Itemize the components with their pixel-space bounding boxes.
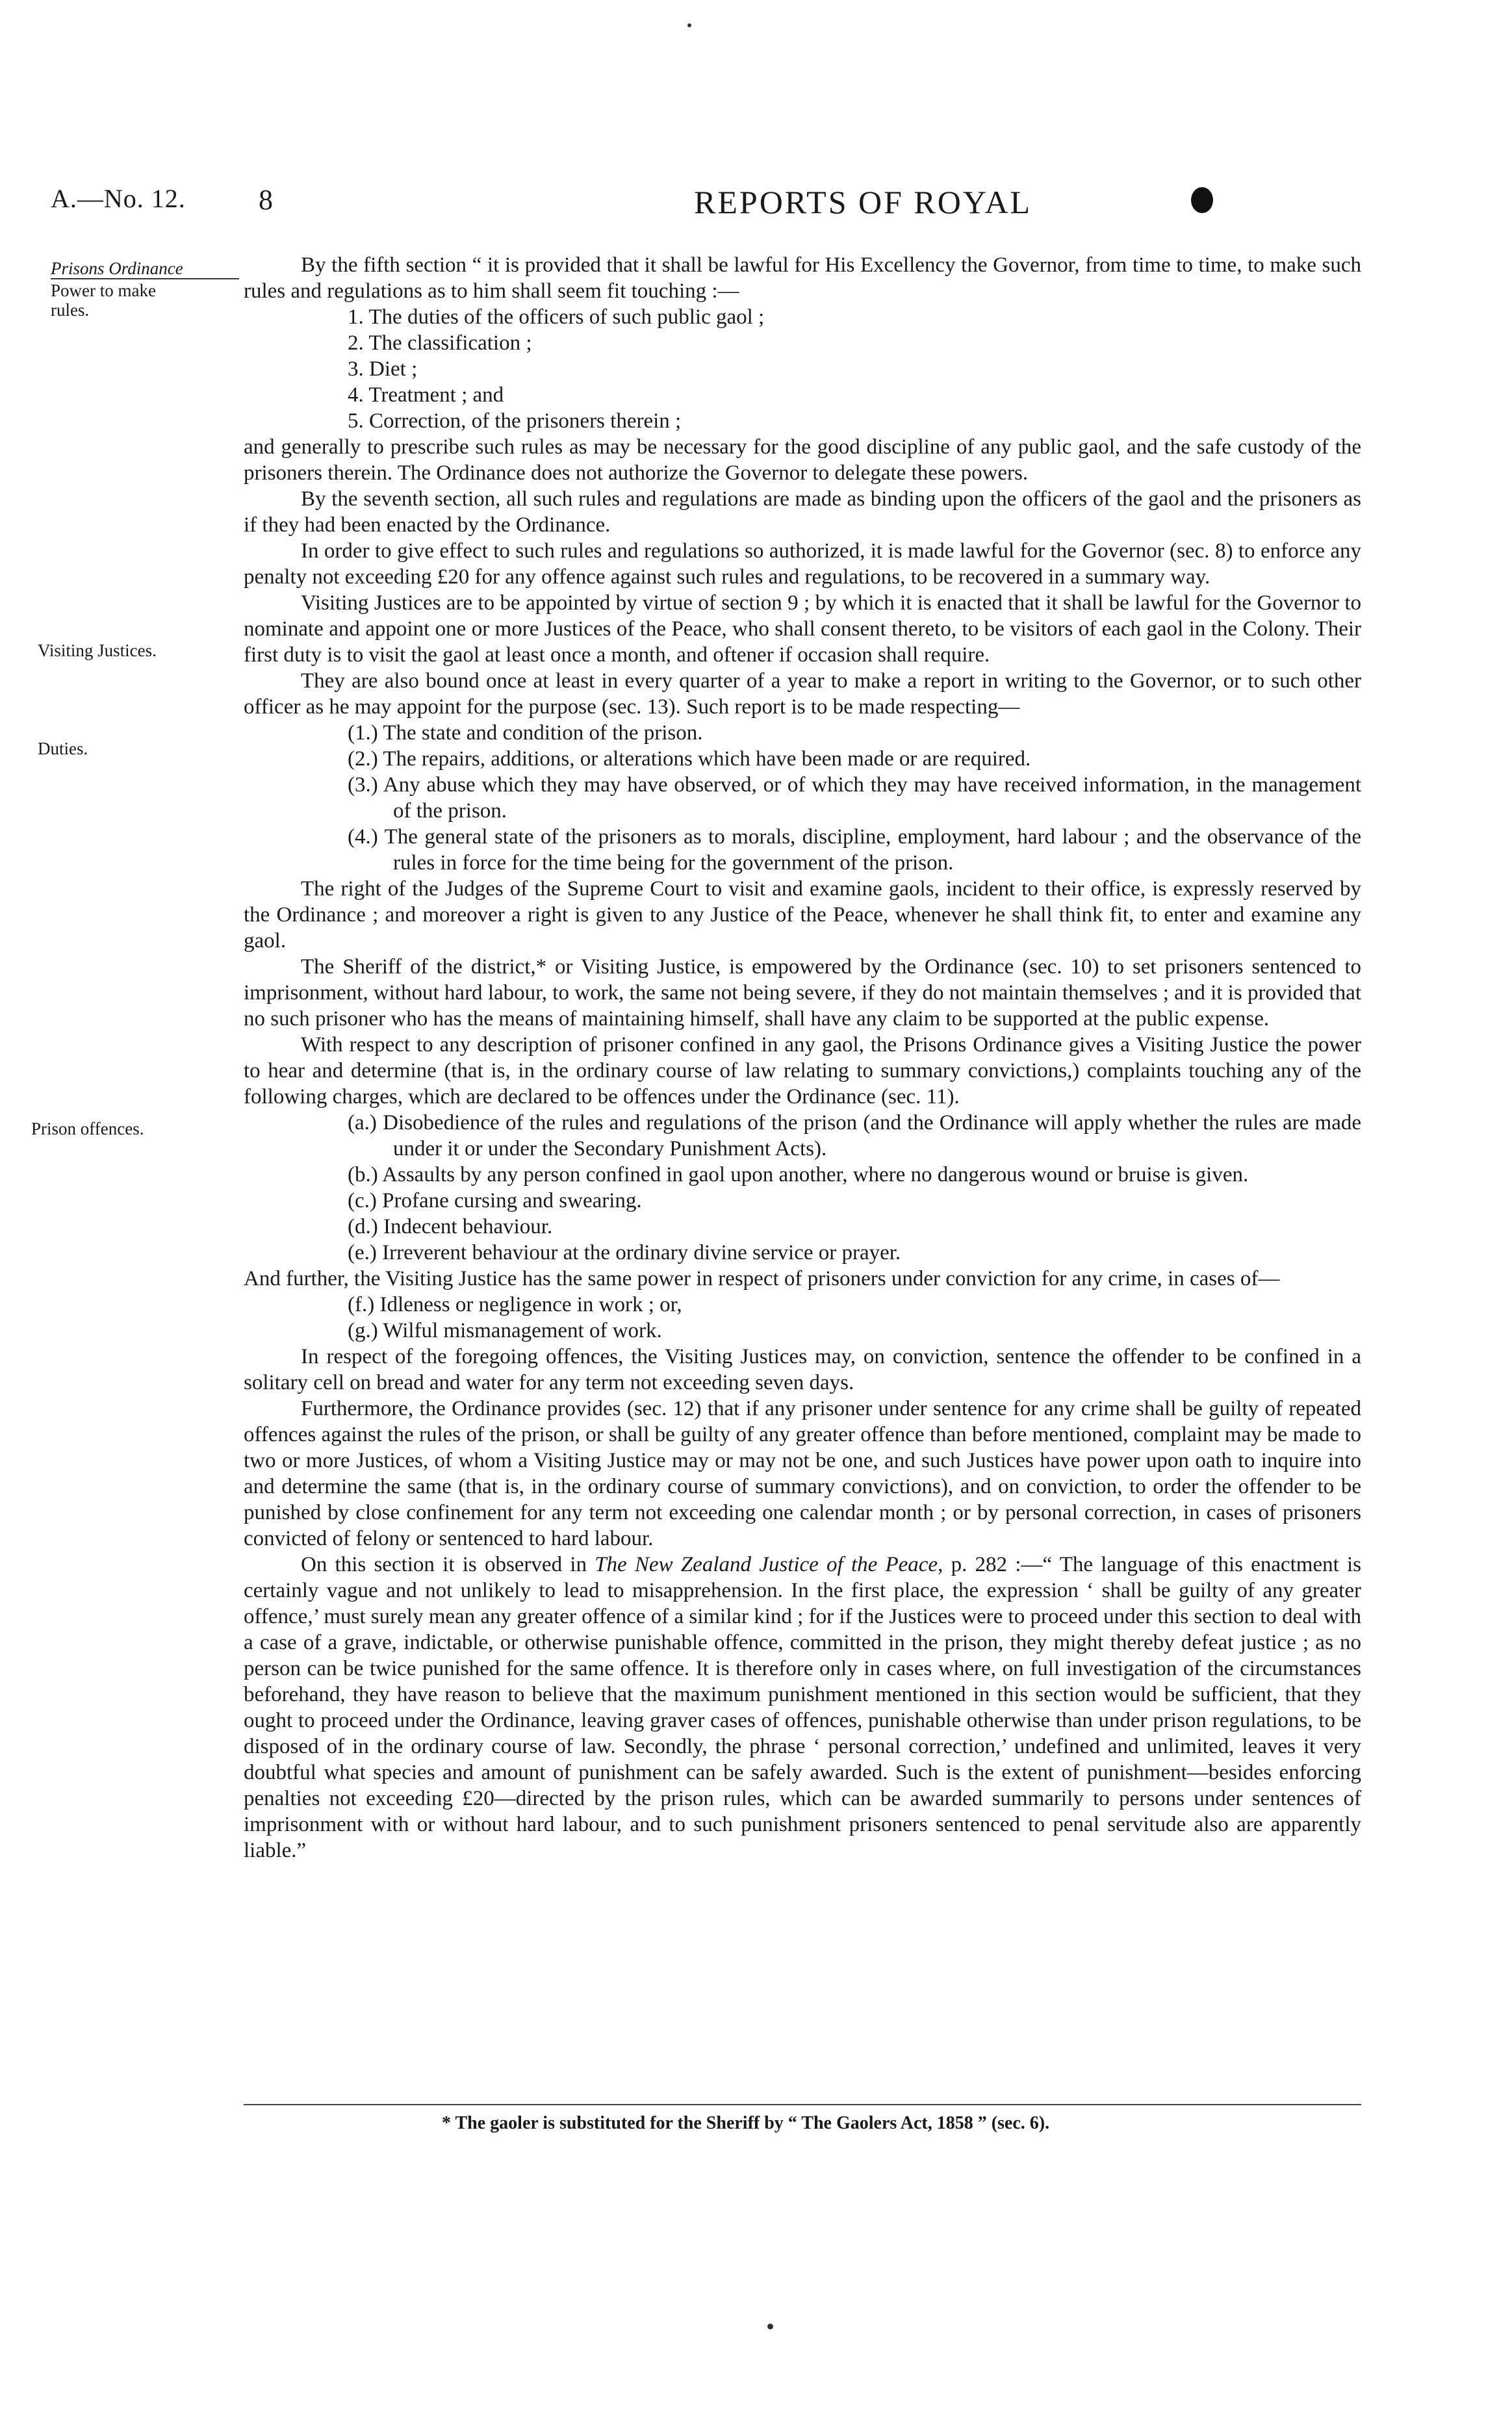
list-item: (3.) Any abuse which they may have observed, or of which they may have received information, in the management of the prison. — [348, 773, 1361, 823]
list-item: 2. The classification ; — [348, 331, 532, 355]
further-list — [244, 1292, 1361, 1344]
footnote-divider — [244, 2104, 1361, 2105]
document-reference: A.—No. 12. — [51, 184, 186, 213]
paragraph: They are also bound once at least in every quarter of a year to make a report in writing to the Governor, or to such other officer as he may appoint for the purpose (sec. 13). Such report is to be made respecting— — [244, 669, 1361, 719]
page-header — [51, 183, 1415, 229]
margin-note-offences: Prison offences. — [31, 1119, 144, 1138]
text-run: On this section it is observed in — [301, 1553, 587, 1576]
paragraph: Furthermore, the Ordinance provides (sec. 12) that if any prisoner under sentence for any crime shall be guilty of repeated offences against the rules of the prison, or shall be guilty of any greater offence than before mentioned, complaint may be made to two or more Justices, of whom a Visiting Justice may or may not be one, and such Justices have power upon oath to inquire into and determine the same (that is, in the ordinary course of summary convictions), and on conviction, to order the offender to be punished by close confinement for any term not exceeding one calendar month ; or by personal correction, in cases of prisoners convicted of felony or sentenced to hard labour. — [244, 1397, 1361, 1550]
list-item: (1.) The state and condition of the prison. — [348, 721, 703, 745]
list-item: 5. Correction, of the prisoners therein ; — [348, 409, 682, 433]
paragraph — [244, 1552, 1361, 1864]
list-item: 3. Diet ; — [348, 357, 418, 381]
paragraph: And further, the Visiting Justice has the same power in respect of prisoners under conviction for any crime, in cases of— — [244, 1267, 1280, 1290]
paragraph: By the fifth section “ it is provided that it shall be lawful for His Excellency the Governor, from time to time, to make such rules and regulations as to him shall seem fit touching :— — [244, 253, 1361, 303]
page-number: 8 — [259, 184, 273, 216]
list-item: (g.) Wilful mismanagement of work. — [348, 1319, 662, 1342]
body-text — [244, 252, 1361, 1864]
text-run: , p. 282 :—“ The language of this enactment is certainly vague and not unlikely to lead to misapprehension. In the first place, the expression ‘ shall be guilty of any greater offence,’ must surely mean any greater offence of a similar kind ; for if the Justices were to proceed under this section to deal with a case of a grave, indictable, or otherwise punishable offence, committed in the prison, they might thereby defeat justice ; as no person can be twice punished for the same offence. It is therefore only in cases where, on full investigation of the circumstances beforehand, they have reason to believe that the maximum punishment mentioned in this section would be sufficient, that they ought to proceed under the Ordinance, leaving graver cases of offences, punishable otherwise than under prison regulations, to be disposed of in the ordinary course of law. Secondly, the phrase ‘ personal correction,’ undefined and unlimited, leaves it very doubtful what species and amount of punishment can be safely awarded. Such is the extent of punishment—besides enforcing penalties not exceeding £20—directed by the prison rules, which can be awarded summarily to persons under sentences of imprisonment with or without hard labour, and to such punishment prisoners sentenced to penal servitude also are apparently liable.” — [244, 1553, 1362, 1862]
report-list — [244, 720, 1361, 876]
list-item: 4. Treatment ; and — [348, 383, 504, 407]
paragraph: Visiting Justices are to be appointed by virtue of section 9 ; by which it is enacted that it shall be lawful for the Governor to nominate and appoint one or more Justices of the Peace, who shall consent thereto, to be visitors of each gaol in the Colony. Their first duty is to visit the gaol at least once a month, and oftener if occasion shall require. — [244, 591, 1361, 667]
list-item: (c.) Profane cursing and swearing. — [348, 1189, 642, 1212]
book-title: The New Zealand Justice of the Peace — [595, 1553, 938, 1576]
margin-note-visiting: Visiting Justices. — [38, 641, 157, 660]
list-item: (2.) The repairs, additions, or alterations which have been made or are required. — [348, 747, 1031, 771]
margin-note-ordinance: Prisons Ordinance — [51, 259, 239, 279]
list-item: (4.) The general state of the prisoners as to morals, discipline, employment, hard labour ; and the observance of the rules in force for the time being for the government of the prison. — [348, 825, 1361, 875]
footnote: * The gaoler is substituted for the Sheriff by “ The Gaolers Act, 1858 ” (sec. 6). — [442, 2113, 1050, 2133]
list-item: (a.) Disobedience of the rules and regulations of the prison (and the Ordinance will apply whether the rules are made under it or under the Secondary Punishment Acts). — [348, 1111, 1361, 1160]
list-item: (d.) Indecent behaviour. — [348, 1215, 553, 1238]
list-item: (e.) Irreverent behaviour at the ordinary divine service or prayer. — [348, 1241, 901, 1264]
margin-note-duties: Duties. — [38, 739, 88, 758]
paragraph: By the seventh section, all such rules and regulations are made as binding upon the officers of the gaol and the prisoners as if they had been enacted by the Ordinance. — [244, 487, 1361, 537]
paragraph: The right of the Judges of the Supreme Court to visit and examine gaols, incident to their office, is expressly reserved by the Ordinance ; and moreover a right is given to any Justice of the Peace, whenever he shall think fit, to enter and examine any gaol. — [244, 877, 1361, 953]
running-title: REPORTS OF ROYAL — [694, 184, 1032, 220]
paragraph: The Sheriff of the district,* or Visiting Justice, is empowered by the Ordinance (sec. 10) to set prisoners sentenced to imprisonment, without hard labour, to work, the same not being severe, if they do not maintain themselves ; and it is provided that no such prisoner who has the means of maintaining himself, shall have any claim to be supported at the public expense. — [244, 955, 1361, 1031]
rules-list — [244, 304, 1361, 434]
paragraph: With respect to any description of prisoner confined in any gaol, the Prisons Ordinance gives a Visiting Justice the power to hear and determine (that is, in the ordinary course of law relating to summary convictions,) complaints touching any of the following charges, which are declared to be offences under the Ordinance (sec. 11). — [244, 1033, 1361, 1109]
paragraph: and generally to prescribe such rules as may be necessary for the good discipline of any public gaol, and the safe custody of the prisoners therein. The Ordinance does not authorize the Governor to delegate these powers. — [244, 435, 1361, 485]
list-item: (f.) Idleness or negligence in work ; or, — [348, 1293, 682, 1316]
speck-mark — [767, 2324, 773, 2329]
speck-mark — [687, 23, 691, 27]
paragraph: In order to give effect to such rules and regulations so authorized, it is made lawful for the Governor (sec. 8) to enforce any penalty not exceeding £20 for any offence against such rules and regulations, to be recovered in a summary way. — [244, 539, 1361, 589]
paragraph: In respect of the foregoing offences, the Visiting Justices may, on conviction, sentence the offender to be confined in a solitary cell on bread and water for any term not exceeding seven days. — [244, 1345, 1361, 1394]
list-item: 1. The duties of the officers of such public gaol ; — [348, 305, 765, 329]
margin-note-power: Power to make rules. — [51, 281, 156, 320]
list-item: (b.) Assaults by any person confined in gaol upon another, where no dangerous wound or bruise is given. — [348, 1163, 1249, 1186]
bullet-mark — [1191, 187, 1213, 213]
charges-list — [244, 1110, 1361, 1266]
